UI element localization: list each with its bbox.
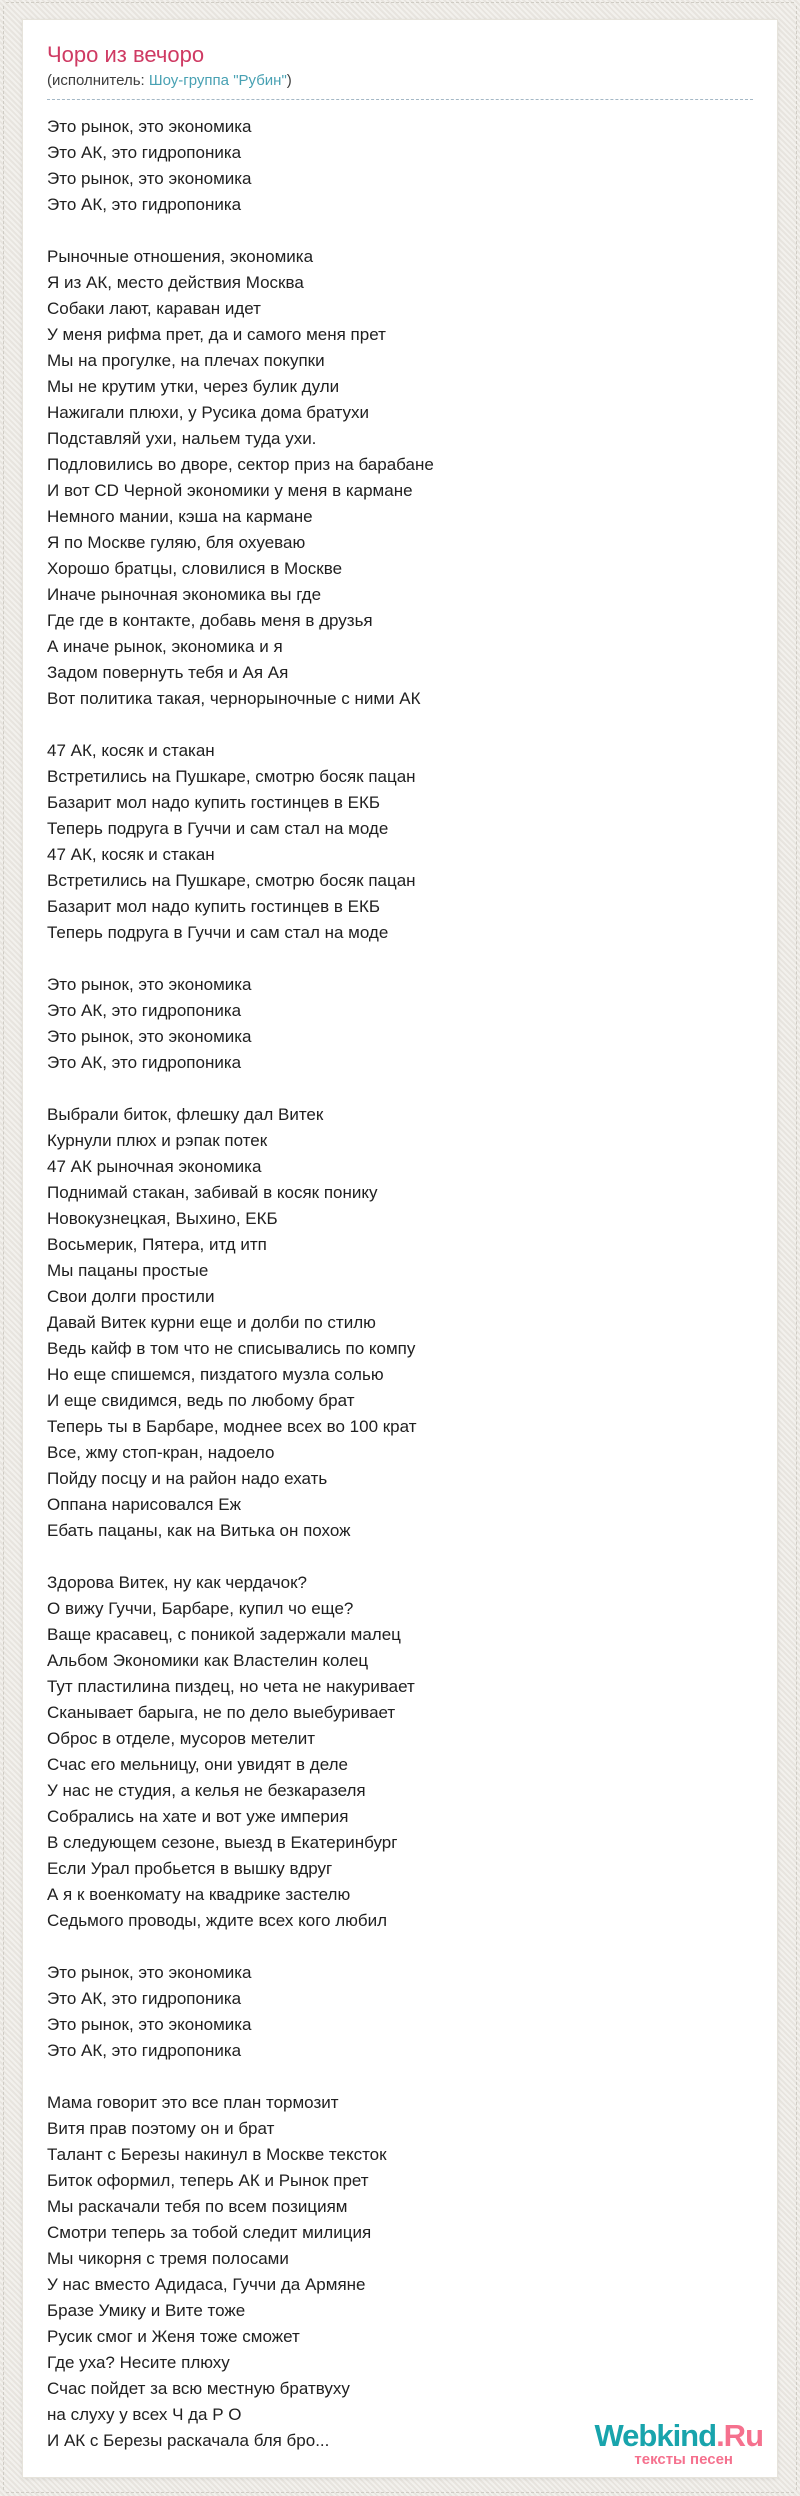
lyric-line: Витя прав поэтому он и брат (47, 2119, 275, 2138)
lyric-line: Это рынок, это экономика (47, 169, 252, 188)
lyric-line: Собрались на хате и вот уже империя (47, 1807, 349, 1826)
artist-link[interactable]: Шоу-группа "Рубин" (148, 72, 287, 89)
lyric-line: Все, жму стоп-кран, надоело (47, 1443, 275, 1462)
lyric-line: Бразе Умику и Вите тоже (47, 2301, 246, 2320)
lyric-line: Хорошо братцы, словилися в Москве (47, 559, 343, 578)
lyric-line: О вижу Гуччи, Барбаре, купил чо еще? (47, 1599, 354, 1618)
lyric-line: 47 АК рыночная экономика (47, 1157, 262, 1176)
lyric-line: Мы раскачали тебя по всем позициям (47, 2197, 348, 2216)
lyric-line: И АК с Березы раскачала бля бро... (47, 2431, 330, 2450)
lyric-line: И вот CD Черной экономики у меня в кармане (47, 481, 413, 500)
lyric-line: Встретились на Пушкаре, смотрю босяк пацан (47, 767, 416, 786)
lyric-line: Сканывает барыга, не по дело выебуривает (47, 1703, 396, 1722)
lyric-line: Русик смог и Женя тоже сможет (47, 2327, 300, 2346)
logo-webkind-text: Webkind (594, 2418, 717, 2453)
stanza (47, 1960, 753, 2064)
lyric-line: Оппана нарисовался Еж (47, 1495, 241, 1514)
lyric-line: Поднимай стакан, забивай в косяк понику (47, 1183, 378, 1202)
lyric-line: 47 АК, косяк и стакан (47, 741, 215, 760)
lyric-line: В следующем сезоне, выезд в Екатеринбург (47, 1833, 398, 1852)
stanza (47, 2090, 753, 2454)
stanza (47, 114, 753, 218)
lyric-line: Альбом Экономики как Властелин колец (47, 1651, 369, 1670)
lyric-line: Это АК, это гидропоника (47, 143, 242, 162)
artist-prefix: (исполнитель: (47, 72, 149, 89)
lyric-line: Биток оформил, теперь АК и Рынок прет (47, 2171, 369, 2190)
page-edge-left-dash (3, 6, 4, 2490)
lyric-line: Это рынок, это экономика (47, 975, 252, 994)
lyric-line: Где уха? Несите плюху (47, 2353, 230, 2372)
lyric-line: Подставляй ухи, нальем туда ухи. (47, 429, 317, 448)
lyric-line: У нас вместо Адидаса, Гуччи да Армяне (47, 2275, 366, 2294)
lyric-line: Я из АК, место действия Москва (47, 273, 304, 292)
lyric-line: Курнули плюх и рэпак потек (47, 1131, 268, 1150)
stanza (47, 1570, 753, 1934)
lyric-line: У меня рифма прет, да и самого меня прет (47, 325, 386, 344)
lyric-line: Мы на прогулке, на плечах покупки (47, 351, 325, 370)
page-edge-top-dash (6, 2, 794, 3)
page-edge-bottom-dash (6, 2492, 794, 2493)
lyric-line: Седьмого проводы, ждите всех кого любил (47, 1911, 388, 1930)
lyrics-text (47, 114, 753, 2454)
lyric-line: Ебать пацаны, как на Витька он похож (47, 1521, 351, 1540)
lyric-line: Базарит мол надо купить гостинцев в ЕКБ (47, 897, 381, 916)
lyric-line: Мы чикорня с тремя полосами (47, 2249, 289, 2268)
lyric-line: Мы не крутим утки, через булик дули (47, 377, 340, 396)
lyric-line: Где где в контакте, добавь меня в друзья (47, 611, 373, 630)
lyric-line: Мы пацаны простые (47, 1261, 209, 1280)
song-title: Чоро из вечоро (47, 42, 205, 67)
logo-ru-text: .Ru (716, 2418, 763, 2453)
lyric-line: Новокузнецкая, Выхино, ЕКБ (47, 1209, 278, 1228)
lyric-line: Немного мании, кэша на кармане (47, 507, 313, 526)
webkind-logo-wordmark (594, 2418, 763, 2453)
lyric-line: Здорова Витек, ну как чердачок? (47, 1573, 307, 1592)
lyric-line: Мама говорит это все план тормозит (47, 2093, 339, 2112)
lyric-line: Это АК, это гидропоника (47, 1989, 242, 2008)
lyric-line: Выбрали биток, флешку дал Витек (47, 1105, 324, 1124)
stanza (47, 738, 753, 946)
lyric-line: Ведь кайф в том что не списывались по компу (47, 1339, 416, 1358)
lyric-line: Тут пластилина пиздец, но чета не накуривает (47, 1677, 415, 1696)
lyric-line: Это рынок, это экономика (47, 2015, 252, 2034)
lyric-line: Теперь ты в Барбаре, моднее всех во 100 крат (47, 1417, 417, 1436)
webkind-logo[interactable] (594, 2420, 763, 2467)
lyric-line: Теперь подруга в Гуччи и сам стал на моде (47, 819, 389, 838)
lyric-line: Свои долги простили (47, 1287, 215, 1306)
lyric-line: Это АК, это гидропоника (47, 2041, 242, 2060)
lyrics-card (22, 19, 778, 2478)
lyric-line: Но еще спишемся, пиздатого музла солью (47, 1365, 384, 1384)
lyric-line: Ваще красавец, с поникой задержали малец (47, 1625, 401, 1644)
lyric-line: Оброс в отделе, мусоров метелит (47, 1729, 316, 1748)
lyric-line: Иначе рыночная экономика вы где (47, 585, 322, 604)
lyric-line: Подловились во дворе, сектор приз на барабане (47, 455, 434, 474)
lyric-line: 47 АК, косяк и стакан (47, 845, 215, 864)
lyric-line: Я по Москве гуляю, бля охуеваю (47, 533, 306, 552)
lyric-line: Рыночные отношения, экономика (47, 247, 314, 266)
lyric-line: Если Урал пробьется в вышку вдруг (47, 1859, 333, 1878)
lyric-line: Это рынок, это экономика (47, 1027, 252, 1046)
lyric-line: А я к военкомату на квадрике застелю (47, 1885, 351, 1904)
lyric-line: Собаки лают, караван идет (47, 299, 261, 318)
lyric-line: Встретились на Пушкаре, смотрю босяк пацан (47, 871, 416, 890)
lyric-line: Талант с Березы накинул в Москве тексток (47, 2145, 387, 2164)
lyric-line: И еще свидимся, ведь по любому брат (47, 1391, 355, 1410)
lyric-line: Нажигали плюхи, у Русика дома братухи (47, 403, 369, 422)
artist-suffix: ) (286, 72, 292, 89)
lyric-line: Счас пойдет за всю местную братвуху (47, 2379, 350, 2398)
lyric-line: Базарит мол надо купить гостинцев в ЕКБ (47, 793, 381, 812)
lyric-line: А иначе рынок, экономика и я (47, 637, 283, 656)
lyric-line: Давай Витек курни еще и долби по стилю (47, 1313, 376, 1332)
stanza (47, 1102, 753, 1544)
lyric-line: Счас его мельницу, они увидят в деле (47, 1755, 348, 1774)
logo-tagline: тексты песен (634, 2451, 733, 2468)
lyric-line: Теперь подруга в Гуччи и сам стал на моде (47, 923, 389, 942)
lyric-line: Это АК, это гидропоника (47, 1001, 242, 1020)
lyric-line: на слуху у всех Ч да Р О (47, 2405, 242, 2424)
lyric-line: Смотри теперь за тобой следит милиция (47, 2223, 372, 2242)
lyric-line: Вот политика такая, чернорыночные с ними АК (47, 689, 421, 708)
stanza (47, 972, 753, 1076)
lyric-line: У нас не студия, а келья не безкаразеля (47, 1781, 366, 1800)
lyric-line: Это АК, это гидропоника (47, 1053, 242, 1072)
stanza (47, 244, 753, 712)
artist-line (47, 71, 753, 100)
lyric-line: Восьмерик, Пятера, итд итп (47, 1235, 267, 1254)
lyric-line: Задом повернуть тебя и Ая Ая (47, 663, 289, 682)
lyric-line: Пойду посцу и на район надо ехать (47, 1469, 328, 1488)
page-edge-right-dash (796, 6, 797, 2490)
lyric-line: Это АК, это гидропоника (47, 195, 242, 214)
lyric-line: Это рынок, это экономика (47, 1963, 252, 1982)
lyric-line: Это рынок, это экономика (47, 117, 252, 136)
